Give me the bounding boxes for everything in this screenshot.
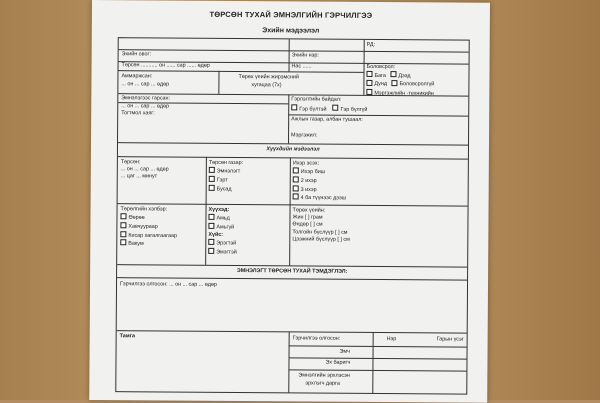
twins-block: Ихэр эсэх: Ихэр биш 2 ихэр 3 ихэр 4 ба түүнээс дээш <box>292 160 347 202</box>
twins-option-2[interactable]: 2 ихэр <box>293 176 347 185</box>
education-option-secondary[interactable]: Дунд <box>366 81 387 87</box>
address-label: Тогтмол хаяг: <box>121 110 155 117</box>
place-option-hospital[interactable]: Эмнэлэгт <box>209 167 243 176</box>
child-born-block: Төрсөн: ... он ... сар ... өдөр ... цаг ... минут <box>120 159 169 180</box>
place-option-other[interactable]: Бусад <box>209 184 243 193</box>
education-label: Боловсрол: <box>366 63 396 71</box>
registered-label: Эмнэлэгээс гарсан: <box>121 95 171 102</box>
menses-label: Аммаржсан: <box>121 73 153 80</box>
section-mother-title: Эхийн мэдээлэл <box>262 27 320 35</box>
menses-value: ... он ... сар ... өдөр <box>121 81 170 88</box>
mother-surname-label: Эхийн овог: <box>121 51 151 58</box>
child-status-block: Хүүхэд: Амьд Амьгүй Хүйс: Эрэгтэй Эмэгтэй <box>208 206 237 256</box>
head-circumference-field[interactable]: Толгойн бүслүүр [ ] см <box>292 229 348 236</box>
delivery-option-natural[interactable]: Өөрөө <box>120 213 177 222</box>
sex-option-female[interactable]: Эмэгтэй <box>208 247 237 256</box>
signature-column-header: Гарын үсэг <box>436 336 464 343</box>
form-grid <box>115 37 469 394</box>
family-option-single[interactable]: Гэр бүлгүй <box>333 106 368 112</box>
name-column-header: Нэр <box>386 336 397 343</box>
certificate-paper <box>89 0 490 403</box>
issued-by-label: Гэрчилгээ олгосон: <box>292 335 341 342</box>
mother-age-label: Нас ...... <box>291 63 312 70</box>
mother-birth-label: Төрсөн ........... он ...... сар ...... өдөр <box>121 62 210 69</box>
family-label: Гэрлэлтийн байдал: <box>291 96 342 103</box>
profession-label: Мэргэжил: <box>291 132 318 139</box>
rd-label: РД: <box>366 41 376 48</box>
family-option-married[interactable]: Гэр бүлтэй <box>291 106 326 112</box>
child-option-alive[interactable]: Амьд <box>208 214 237 223</box>
section-hospital-title: ЭМНЭЛЭГТ ТӨРСӨН ТУХАЙ ТЭМДЭГЛЭЛ: <box>236 268 348 275</box>
mother-name-label: Эхийн нэр: <box>291 52 319 59</box>
section-child-title: Хүүхдийн мэдээлэл <box>266 146 320 153</box>
midwife-label: Эх баригч <box>325 359 351 366</box>
place-option-home[interactable]: Гэрт <box>209 176 243 185</box>
work-label: Ажлын газар, албан тушаал: <box>291 116 363 123</box>
measurements-block: Төрөх үеийн: Жин [ ] грам Өндөр [ ] см Толгойн бүслүүр [ ] см Цээжний бүслүүр [ ] см <box>292 207 350 243</box>
director-label: Эмнэлгийн эрхлэсэн <box>298 372 350 379</box>
delivery-option-forceps[interactable]: Хавчуураар <box>120 222 177 231</box>
director-label-2: эрхлэгч дарга <box>305 380 340 387</box>
registered-value: ... он ... сар ... өдөр <box>121 103 170 110</box>
delivery-option-vacuum[interactable]: Вакум <box>120 240 177 249</box>
twins-option-single[interactable]: Ихэр биш <box>293 168 347 177</box>
doctor-label: Эмч <box>339 348 350 355</box>
child-option-stillborn[interactable]: Амьгүй <box>208 223 237 232</box>
chest-circumference-field[interactable]: Цээжний бүслүүр [ ] см <box>292 236 350 243</box>
education-option-vocational[interactable]: Мэргэжлийн -техникийн <box>366 89 434 98</box>
issued-date-label: Гэрчилгээ олгосон: ... он ... сар ... өдөр <box>119 281 217 288</box>
delivery-block: Төрөлгийн хэлбэр: Өөрөө Хавчуураар Кесар хагалгаагаар Вакум <box>120 206 178 248</box>
twins-option-3[interactable]: 3 ихэр <box>293 185 347 194</box>
pregnancy-label-2: хугацаа (7х) <box>251 82 282 89</box>
stamp-label: Тамга <box>119 333 136 340</box>
education-option-none[interactable]: Боловсролгүй <box>391 81 434 87</box>
height-field[interactable]: Өндөр [ ] см <box>292 221 323 229</box>
pregnancy-label: Төрөх үеийн жирэмсний <box>238 74 299 81</box>
education-option-primary[interactable]: Бага <box>366 73 385 79</box>
weight-field[interactable]: Жин [ ] грам <box>292 214 323 221</box>
education-option-higher[interactable]: Дээд <box>390 73 410 79</box>
delivery-option-cesarean[interactable]: Кесар хагалгаагаар <box>120 231 177 240</box>
form-title: ТӨРСӨН ТУХАЙ ЭМНЭЛГИЙН ГЭРЧИЛГЭЭ <box>209 9 373 20</box>
birth-place-block: Төрсөн газар: Эмнэлэгт Гэрт Бусад <box>208 159 244 193</box>
education-block <box>366 64 434 98</box>
sex-option-male[interactable]: Эрэгтэй <box>208 239 237 248</box>
twins-option-4plus[interactable]: 4 ба түүнээс дээш <box>293 194 347 203</box>
